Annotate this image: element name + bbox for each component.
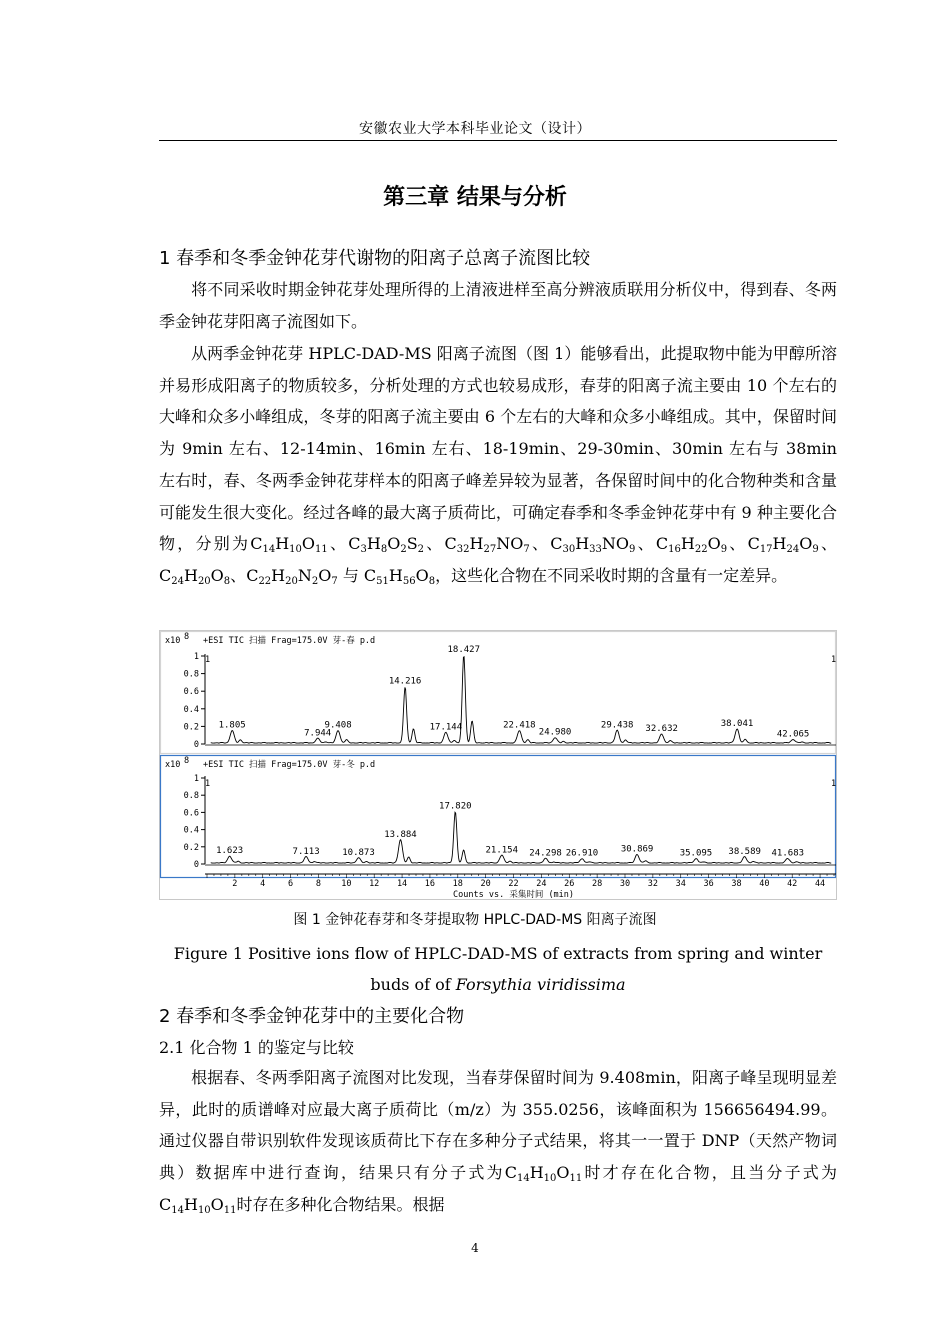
section-2-p1-a: 根据春、冬两季阳离子流图对比发现，当春芽保留时间为 9.408min，阳离子峰呈现明显差异，此时的质谱峰对应最大离子质荷比（m/z）为 355.0256，该峰面积为 156656494.99。通过仪器自带识别软件发现该质荷比下存在多种分子式结果，将其一一置于 DNP（天然产物词典）数据库中进行查询，结果只有分子式为 [159,1068,837,1183]
figure-1 [159,630,837,900]
figure-1-caption-cn: 图 1 金钟花春芽和冬芽提取物 HPLC-DAD-MS 阳离子流图 [293,912,657,928]
panel-2-peak-label: 10.873 [342,847,375,858]
panel-2-peak-label: 30.869 [620,844,654,855]
xtick-label: 22 [508,879,519,889]
panel-2-ytick-label: 0 [193,860,199,870]
panel-1-peak-label: 17.144 [429,722,463,733]
tic-chromatogram [159,630,837,900]
panel-1-peak-label: 1.805 [218,720,246,731]
xtick-label: 16 [424,879,436,889]
formula-9: $C_{51}H_{56}O_8$ [363,565,436,587]
section-1-paragraph-1 [159,274,837,337]
formula-1: $C_{14}H_{10}O_{11}$ [159,1194,237,1216]
panel-2-scale-label: x10 [165,760,181,770]
section-1-p2-text: 从两季金钟花芽 HPLC-DAD-MS 阳离子流图（图 1）能够看出，此提取物中能为甲醇所溶并易形成阳离子的物质较多，分析处理的方式也较易成形，春芽的阳离子流主要由 10 个左右的大峰和众多小峰组成，冬芽的阳离子流主要由 6 个左右的大峰和众多小峰组成。其中，保留时间为 9min 左右、12-14min、16min 左右、18-19min、29-30min、30min 左右与 38min 左右时，春、冬两季金钟花芽样本的阳离子峰差异较为显著，各保留时间中的化合物种类和含量可能发生很大变化。经过各峰的最大离子质荷比，可确定春季和冬季金钟花芽中有 9 种主要化合物，分别为 [159,344,837,554]
formula-6: $C_{17}H_{24}O_9$ [747,534,819,556]
panel-1-ytick-label: 1 [193,652,199,662]
xtick-label: 6 [288,879,294,889]
section-1-p1-text: 将不同采收时期金钟花芽处理所得的上清液进样至高分辨液质联用分析仪中，得到春、冬两季金钟花芽阳离子流图如下。 [159,280,837,331]
panel-2-peak-label: 24.298 [529,848,562,859]
xtick-label: 30 [619,879,631,889]
section-1-title: 1 春季和冬季金钟花芽代谢物的阳离子总离子流图比较 [159,248,591,269]
panel-2-ytick-label: 1 [193,774,199,784]
formula-5: $C_{16}H_{22}O_9$ [655,534,728,556]
panel-1-scale-exp: 8 [184,632,190,642]
xtick-label: 4 [260,879,266,889]
section-1-paragraph-2 [159,338,837,592]
panel-1-ytick-label: 0.8 [183,669,199,680]
panel-2-peak-label: 17.820 [439,801,472,812]
section-2-p1-c: 时存在多种化合物结果。根据 [236,1194,445,1214]
section-2-title: 2 春季和冬季金钟花芽中的主要化合物 [159,1006,465,1027]
xtick-label: 8 [315,879,322,889]
panel-2-peak-label: 38.589 [728,846,761,857]
xtick-label: 20 [480,879,491,889]
panel-2-peak-label: 7.113 [292,846,320,857]
panel-1-peak-label: 14.216 [388,676,422,687]
panel-2-peak-label: 13.884 [384,829,417,840]
panel-1-header: +ESI TIC 扫描 Frag=175.0V 芽-春 p.d [203,636,376,646]
panel-2-header: +ESI TIC 扫描 Frag=175.0V 芽-冬 p.d [203,760,376,770]
section-2-1-title: 2.1 化合物 1 的鉴定与比较 [159,1038,354,1057]
formula-4: $C_{30}H_{33}NO_9$ [550,534,636,556]
xtick-label: 10 [341,879,352,889]
panel-1-peak-label: 7.944 [304,728,332,739]
panel-2-peak-label: 1.623 [216,846,244,857]
panel-2-peak-label: 35.095 [679,848,713,859]
panel-1-corner-left: 1 [205,655,211,665]
formula-list: $C_{14}H_{10}O_{11}$、$C_3H_8O_2S_2$、$C_{32}H_{27}NO_7$、$C_{30}H_{33}NO_9$、$C_{16}H_{22}O_9$、$C_{17}H_{24}O_9$、$C_{24}H_{20}O_8$、$C_{22}H_{20}N_2O_7$ 与 $C_{51}H_{56}O_8$ [159,534,837,587]
panel-1-peak-label: 32.632 [645,724,678,735]
panel-1-peak-label: 24.980 [538,727,572,738]
formula-8: $C_{22}H_{20}N_2O_7$ [246,565,338,587]
panel-2-corner-left: 1 [205,779,211,789]
panel-1-peak-label: 42.065 [776,729,810,740]
panel-2-ytick-label: 0.4 [183,825,199,836]
formula-7: $C_{24}H_{20}O_8$ [159,565,231,587]
panel-2-ytick-label: 0.8 [183,791,199,802]
xtick-label: 38 [731,879,742,889]
formula-ref-1 [504,1163,583,1185]
panel-2-scale-exp: 8 [184,756,190,766]
section-2-paragraph-1 [159,1062,837,1221]
formula-1: $C_{14}H_{10}O_{11}$ [250,534,328,556]
panel-2-ytick-label: 0.6 [183,808,199,819]
panel-1-peak-label: 29.438 [600,720,634,731]
xtick-label: 32 [647,879,658,889]
xtick-label: 42 [787,879,798,889]
panel-1-peak-label: 38.041 [720,718,754,729]
panel-2-corner-right: 1 [831,779,837,789]
formula-2: $C_3H_8O_2S_2$ [348,534,425,556]
xtick-label: 40 [759,879,770,889]
panel-2-peak-label: 21.154 [485,845,519,856]
panel-1-ytick-label: 0 [193,740,199,750]
xtick-label: 26 [564,879,575,889]
panel-1-peak-label: 9.408 [324,720,352,731]
formula-3: $C_{32}H_{27}NO_7$ [444,534,530,556]
panel-1-ytick-label: 0.2 [183,722,199,733]
panel-1-peak-label: 18.427 [447,645,481,655]
panel-1-corner-right: 1 [831,655,837,665]
xtick-label: 18 [452,879,463,889]
xtick-label: 14 [396,879,408,889]
formula-ref-2 [159,1195,237,1214]
xtick-label: 34 [675,879,686,889]
running-header: 安徽农业大学本科毕业论文（设计） [359,121,591,137]
panel-1-ytick-label: 0.6 [183,687,199,698]
formula-1: $C_{14}H_{10}O_{11}$ [504,1163,583,1185]
xtick-label: 12 [369,879,380,889]
page-number: 4 [471,1241,479,1255]
panel-1-ytick-label: 0.4 [183,704,199,715]
section-2-p1-b: 时才存在化合物，且当分子式为 [582,1163,837,1183]
header-rule [159,140,837,141]
xtick-label: 44 [814,879,826,889]
caption-en-text: Figure 1 Positive ions flow of HPLC-DAD-MS of extracts from spring and winter buds of [173,944,823,994]
xtick-label: 36 [703,879,714,889]
x-axis-label: Counts vs. 采集时间 (min) [453,890,575,900]
figure-1-caption-en: Figure 1 Positive ions flow of HPLC-DAD-MS of extracts from spring and winter buds of of Forsythia viridissima [173,944,823,994]
panel-2-peak-label: 26.910 [565,848,599,859]
xtick-label: 28 [592,879,603,889]
section-1-p2-end: ，这些化合物在不同采收时期的含量有一定差异。 [435,565,788,585]
panel-2-peak-label: 41.683 [771,848,805,859]
panel-2-ytick-label: 0.2 [183,842,199,853]
panel-1-scale-label: x10 [165,636,181,646]
xtick-label: 2 [232,879,238,889]
chapter-title: 第三章 结果与分析 [383,185,567,210]
xtick-label: 24 [536,879,547,889]
caption-en-species: Forsythia viridissima [455,975,626,994]
panel-1-peak-label: 22.418 [503,720,536,731]
